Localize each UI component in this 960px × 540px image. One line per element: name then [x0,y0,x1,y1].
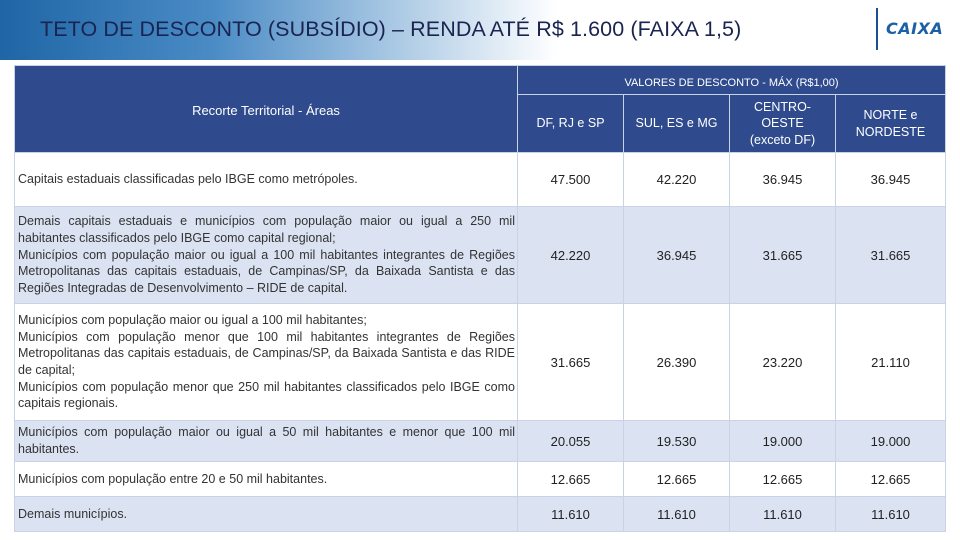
row-description: Demais capitais estaduais e municípios com população maior ou igual a 250 mil habitantes classificados pelo IBGE como capital regional; Municípios com população maior ou igual a 100 mil habitantes integrantes de Regiões Metropolitanas das capitais estaduais, de Campinas/SP, da Baixada Santista e das Regiões Integradas de Desenvolvimento – RIDE de capital. [15,207,518,304]
table-row [15,304,946,421]
column-header: NORTE e NORDESTE [836,95,946,153]
value-cell: 31.665 [730,207,836,304]
table-row [15,153,946,207]
value-cell: 12.665 [730,462,836,497]
value-cell: 12.665 [624,462,730,497]
value-cell: 36.945 [836,153,946,207]
row-description: Municípios com população entre 20 e 50 mil habitantes. [15,462,518,497]
value-cell: 20.055 [518,421,624,462]
slide-header [0,0,960,60]
value-cell: 19.000 [836,421,946,462]
column-header: DF, RJ e SP [518,95,624,153]
column-header: SUL, ES e MG [624,95,730,153]
caixa-logo [876,8,956,50]
slide-title: TETO DE DESCONTO (SUBSÍDIO) – RENDA ATÉ R$ 1.600 (FAIXA 1,5) [40,17,742,41]
value-cell: 12.665 [836,462,946,497]
value-cell: 11.610 [730,497,836,532]
value-cell: 11.610 [836,497,946,532]
value-cell: 42.220 [624,153,730,207]
value-cell: 21.110 [836,304,946,421]
value-cell: 36.945 [624,207,730,304]
row-description: Capitais estaduais classificadas pelo IBGE como metrópoles. [15,153,518,207]
caixa-logo-text: CAIXA [886,19,944,38]
row-description: Demais municípios. [15,497,518,532]
table-row [15,207,946,304]
value-cell: 11.610 [518,497,624,532]
value-cell: 23.220 [730,304,836,421]
row-description: Municípios com população maior ou igual a 100 mil habitantes; Municípios com população menor que 100 mil habitantes integrantes de Regiões Metropolitanas das capitais estaduais, de Campinas/SP, da Baixada Santista e das RIDE de capital; Municípios com população menor que 250 mil habitantes classificados pelo IBGE como capitais regionais. [15,304,518,421]
discount-table [14,65,946,532]
table-row [15,497,946,532]
value-cell: 47.500 [518,153,624,207]
table-row [15,462,946,497]
value-cell: 31.665 [518,304,624,421]
territory-header: Recorte Territorial - Áreas [15,66,518,153]
logo-separator [876,8,878,50]
value-cell: 26.390 [624,304,730,421]
value-cell: 42.220 [518,207,624,304]
value-cell: 19.000 [730,421,836,462]
row-description: Municípios com população maior ou igual a 50 mil habitantes e menor que 100 mil habitantes. [15,421,518,462]
table-row [15,421,946,462]
discount-values-header: VALORES DE DESCONTO - MÁX (R$1,00) [518,66,946,95]
column-header: CENTRO- OESTE (exceto DF) [730,95,836,153]
value-cell: 36.945 [730,153,836,207]
value-cell: 31.665 [836,207,946,304]
value-cell: 19.530 [624,421,730,462]
value-cell: 12.665 [518,462,624,497]
value-cell: 11.610 [624,497,730,532]
